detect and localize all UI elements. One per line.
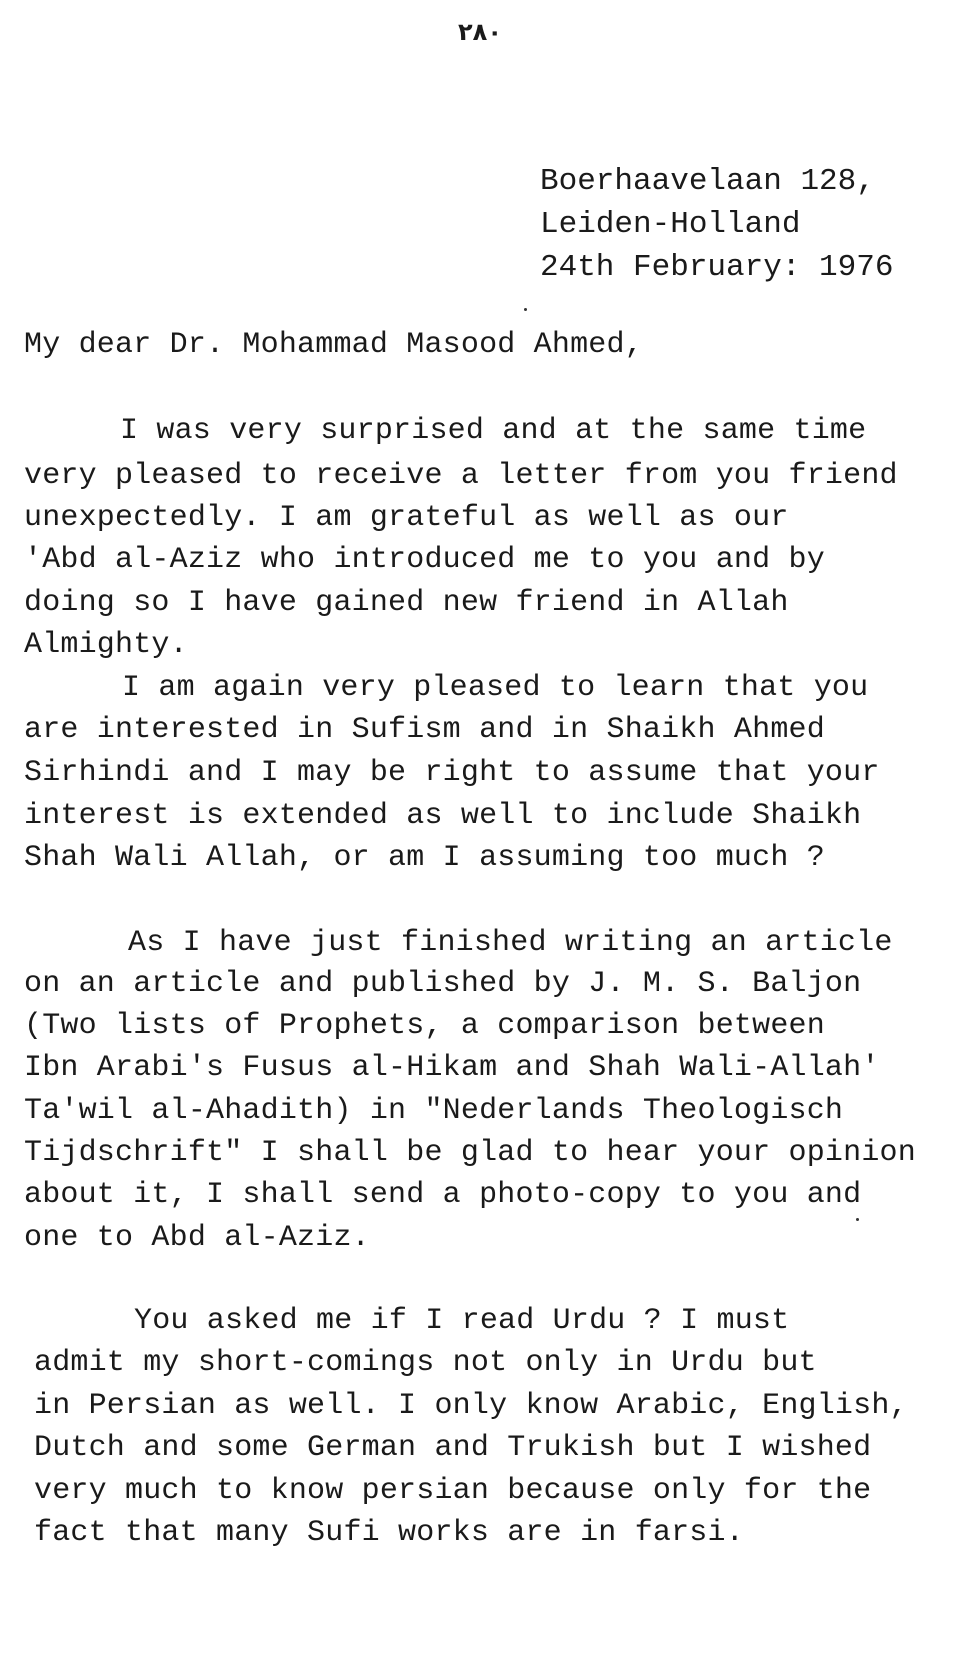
address-date: 24th February: 1976 xyxy=(540,250,894,285)
paragraph-1-line: 'Abd al-Aziz who introduced me to you and by xyxy=(24,543,825,577)
paragraph-1-line: very pleased to receive a letter from you friend xyxy=(24,459,898,493)
ink-speck xyxy=(524,308,527,311)
paragraph-1-line: I was very surprised and at the same time xyxy=(120,414,867,448)
paragraph-3-line: As I have just finished writing an article xyxy=(128,926,893,960)
paragraph-2-line: I am again very pleased to learn that you xyxy=(122,671,869,705)
paragraph-3-line: Ibn Arabi's Fusus al-Hikam and Shah Wali-Allah' xyxy=(24,1051,880,1085)
paragraph-4-line: You asked me if I read Urdu ? I must xyxy=(134,1304,790,1338)
paragraph-2-line: Shah Wali Allah, or am I assuming too much ? xyxy=(24,841,825,875)
ink-speck xyxy=(856,1218,859,1221)
paragraph-4-line: admit my short-comings not only in Urdu but xyxy=(34,1346,817,1380)
paragraph-3-line: (Two lists of Prophets, a comparison between xyxy=(24,1009,825,1043)
paragraph-3-line: about it, I shall send a photo-copy to you and xyxy=(24,1178,862,1212)
paragraph-4-line: Dutch and some German and Trukish but I wished xyxy=(34,1431,872,1465)
paragraph-2-line: Sirhindi and I may be right to assume that your xyxy=(24,756,880,790)
paragraph-3-line: on an article and published by J. M. S. Baljon xyxy=(24,967,862,1001)
paragraph-1-line: unexpectedly. I am grateful as well as our xyxy=(24,501,789,535)
paragraph-2-line: interest is extended as well to include Shaikh xyxy=(24,799,862,833)
paragraph-2-line: are interested in Sufism and in Shaikh Ahmed xyxy=(24,713,825,747)
paragraph-3-line: Tijdschrift" I shall be glad to hear your opinion xyxy=(24,1136,916,1170)
page-number: ٢٨٠ xyxy=(458,18,502,46)
paragraph-3-line: Ta'wil al-Ahadith) in "Nederlands Theologisch xyxy=(24,1094,844,1128)
address-street: Boerhaavelaan 128, xyxy=(540,164,875,199)
address-city: Leiden-Holland xyxy=(540,207,801,242)
paragraph-1-line: doing so I have gained new friend in Allah xyxy=(24,586,789,620)
paragraph-3-line: one to Abd al-Aziz. xyxy=(24,1221,370,1255)
paragraph-1-line: Almighty. xyxy=(24,628,188,662)
paragraph-4-line: very much to know persian because only for the xyxy=(34,1474,872,1508)
sender-address xyxy=(540,160,893,289)
salutation: My dear Dr. Mohammad Masood Ahmed, xyxy=(24,328,643,362)
paragraph-4-line: fact that many Sufi works are in farsi. xyxy=(34,1516,744,1550)
paragraph-4-line: in Persian as well. I only know Arabic, English, xyxy=(34,1389,908,1423)
